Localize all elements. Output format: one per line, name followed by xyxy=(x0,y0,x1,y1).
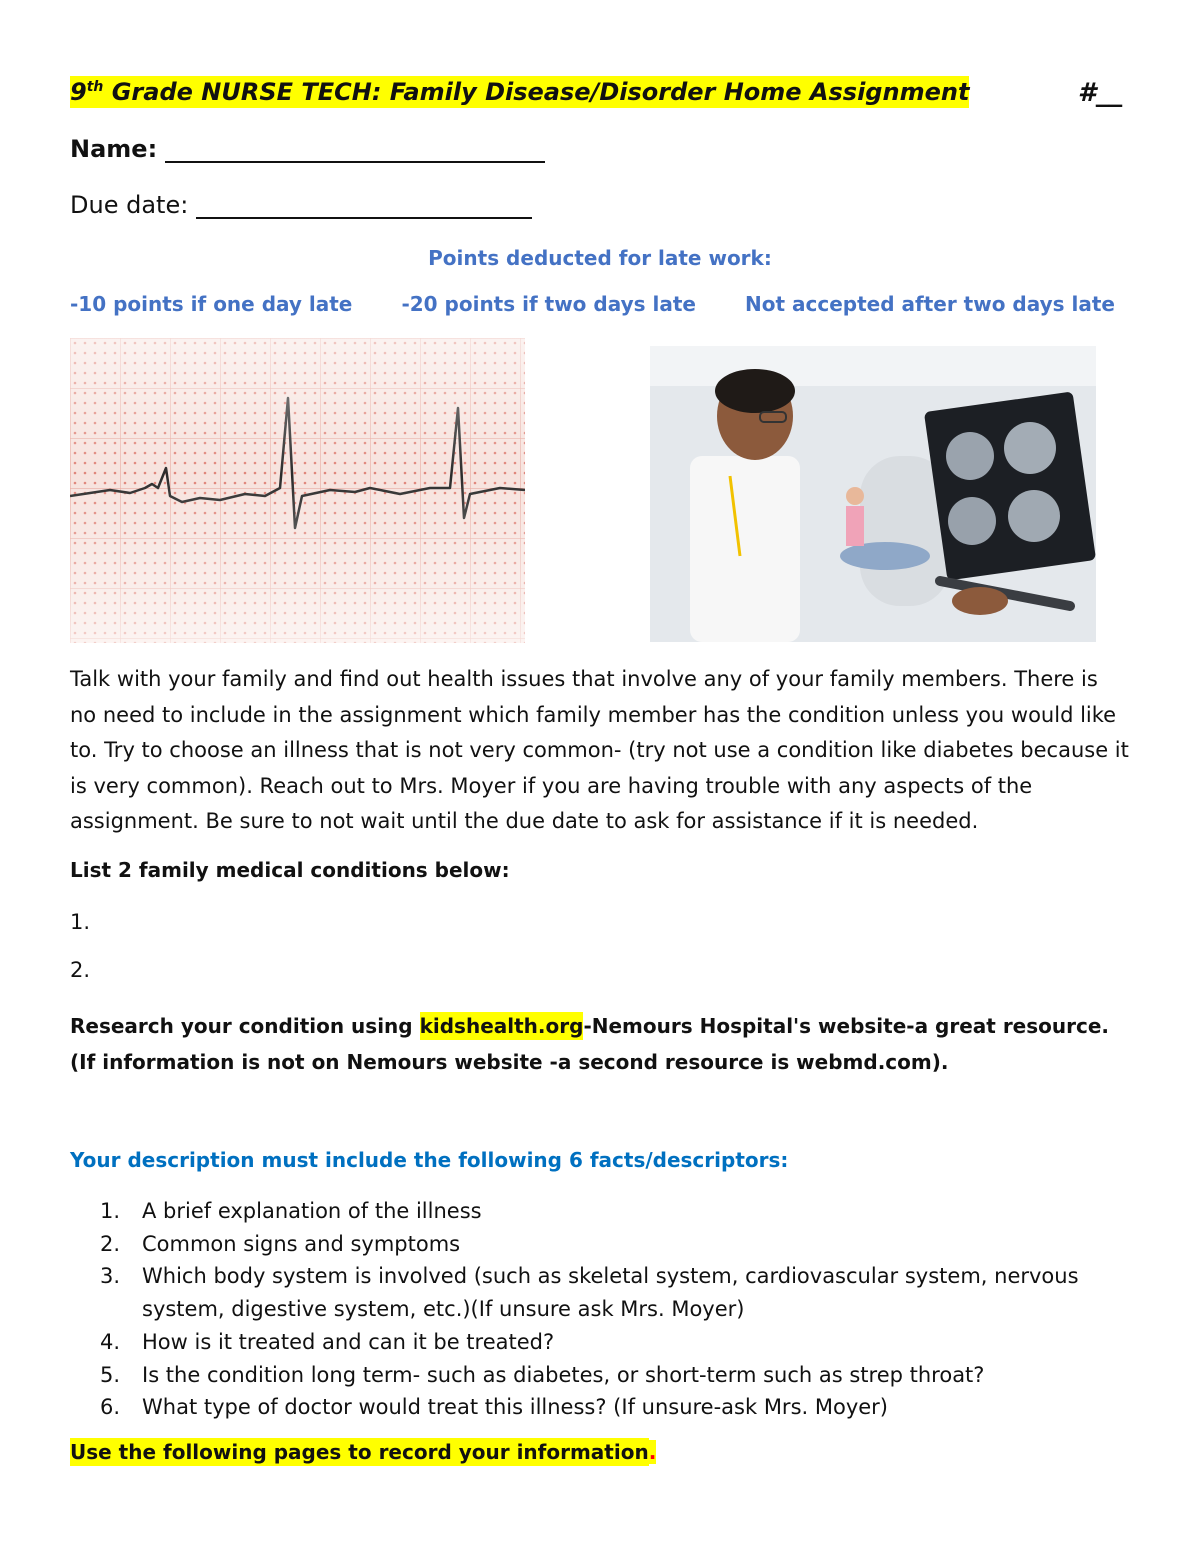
title-text: Grade NURSE TECH: Family Disease/Disorder Home Assignment xyxy=(103,78,970,106)
list-item-text: Which body system is involved (such as skeletal system, cardiovascular system, nervous system, digestive system, etc.)(If unsure ask Mrs. Moyer) xyxy=(142,1264,1079,1322)
late-policy-two-days: -20 points if two days late xyxy=(401,292,696,316)
kidshealth-link[interactable]: kidshealth.org xyxy=(419,1014,584,1038)
due-date-blank-line[interactable] xyxy=(196,191,532,219)
list-item-text: Common signs and symptoms xyxy=(142,1231,461,1256)
list-item xyxy=(100,1359,1120,1392)
assignment-number-field[interactable]: #__ xyxy=(1077,78,1122,108)
list-item xyxy=(100,1326,1120,1359)
list-item-number: 5. xyxy=(100,1362,121,1387)
title-highlight xyxy=(70,76,969,108)
description-heading: Your description must include the following 6 facts/descriptors: xyxy=(70,1148,789,1172)
footer-instruction xyxy=(70,1440,656,1464)
list-item-number: 4. xyxy=(100,1329,121,1354)
research-suffix: -Nemours Hospital's website-a great resource. (If information is not on Nemours website -a second resource is webmd.com). xyxy=(70,1014,1110,1074)
list-item-text: Is the condition long term- such as diabetes, or short-term such as strep throat? xyxy=(142,1362,985,1387)
condition-item-1[interactable]: 1. xyxy=(70,910,91,934)
late-policy-row xyxy=(70,292,1115,316)
doctor-scan-graphic xyxy=(650,346,1096,642)
list-item xyxy=(100,1228,1120,1261)
ecg-graphic xyxy=(70,338,525,643)
name-label: Name: xyxy=(70,135,158,163)
list-item-text: How is it treated and can it be treated? xyxy=(142,1329,555,1354)
condition-item-2[interactable]: 2. xyxy=(70,958,91,982)
due-date-label: Due date: xyxy=(70,191,189,219)
doctor-brain-scan-image xyxy=(650,346,1096,642)
name-field xyxy=(70,135,545,163)
list-item-number: 2. xyxy=(100,1231,121,1256)
research-prefix: Research your condition using xyxy=(70,1014,420,1038)
late-policy-not-accepted: Not accepted after two days late xyxy=(745,292,1115,316)
footer-period: . xyxy=(648,1440,657,1464)
title-grade-suffix: th xyxy=(86,79,104,95)
list-item-text: What type of doctor would treat this illness? (If unsure-ask Mrs. Moyer) xyxy=(142,1395,889,1420)
name-blank-line[interactable] xyxy=(165,135,545,163)
facts-list xyxy=(100,1195,1120,1424)
list-item xyxy=(100,1260,1120,1325)
footer-text: Use the following pages to record your information xyxy=(70,1440,649,1464)
list-item-number: 6. xyxy=(100,1395,121,1420)
research-instructions xyxy=(70,1008,1130,1080)
instructions-paragraph: Talk with your family and find out health issues that involve any of your family members. There is no need to include in the assignment which family member has the condition unless you would like to. Try to choose an illness that is not very common- (try not use a condition like diabetes because it is very common). Reach out to Mrs. Moyer if you are having trouble with any aspects of the assignment. Be sure to not wait until the due date to ask for assistance if it is needed. xyxy=(70,667,1129,833)
list-item-text: A brief explanation of the illness xyxy=(142,1199,482,1223)
list-item-number: 3. xyxy=(100,1264,121,1289)
late-policy-one-day: -10 points if one day late xyxy=(70,292,353,316)
list-item xyxy=(100,1391,1120,1424)
late-policy-heading: Points deducted for late work: xyxy=(428,246,772,270)
title-grade-number: 9 xyxy=(70,78,87,106)
list-item-number: 1. xyxy=(100,1199,121,1223)
due-date-field xyxy=(70,191,532,219)
conditions-label: List 2 family medical conditions below: xyxy=(70,858,510,882)
assignment-title xyxy=(70,78,1130,118)
ecg-strip-image xyxy=(70,338,525,643)
list-item xyxy=(100,1195,1120,1228)
